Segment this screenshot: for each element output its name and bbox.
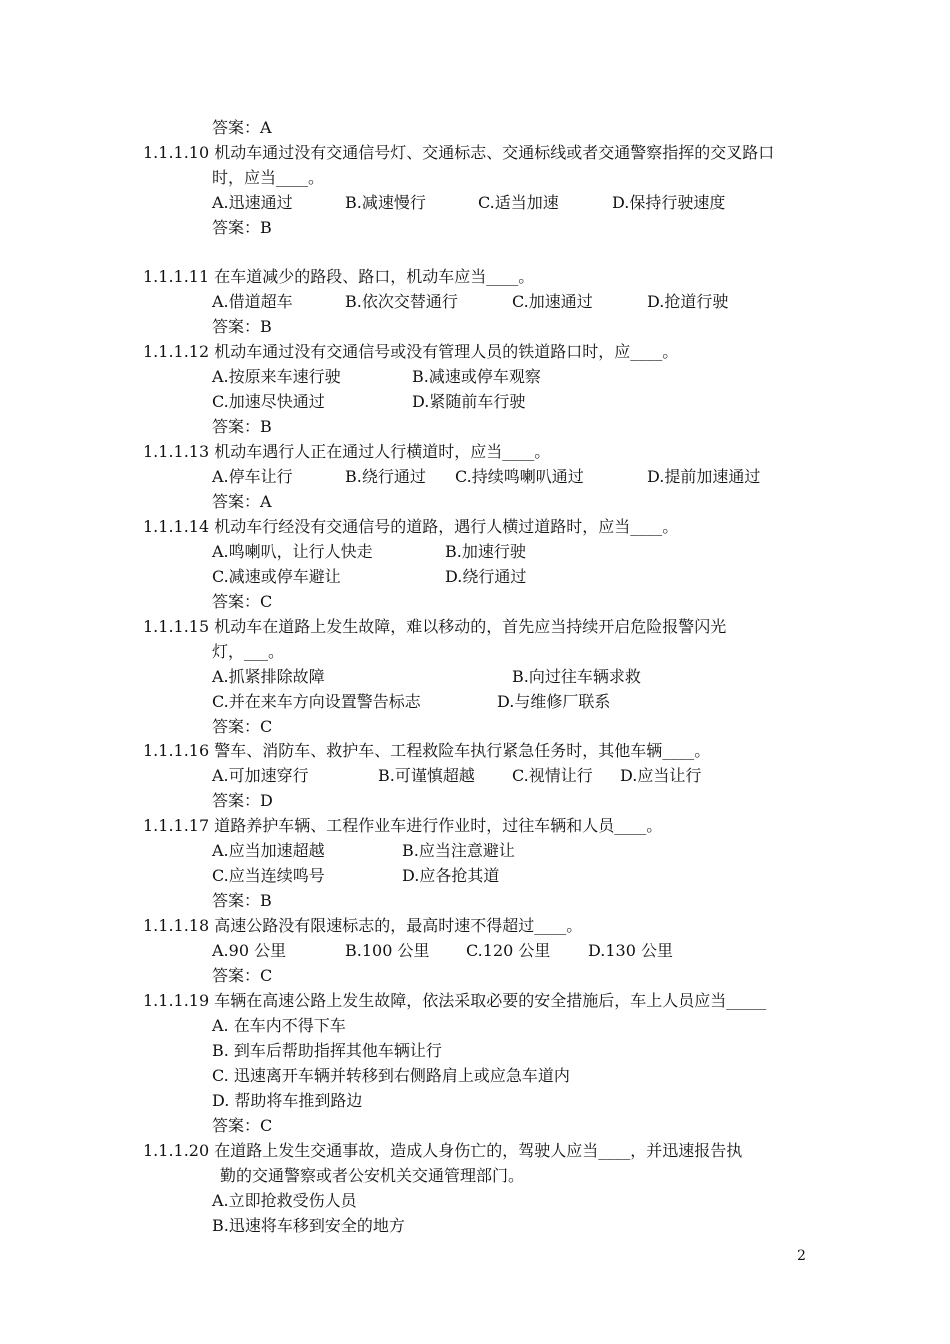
option-b: B.可谨慎超越 — [378, 766, 475, 785]
question-text: 1.1.1.17 道路养护车辆、工程作业车进行作业时，过往车辆和人员____。 — [143, 816, 663, 835]
option-a: A.按原来车速行驶 — [212, 367, 341, 386]
question-text: 1.1.1.14 机动车行经没有交通信号的道路，遇行人横过道路时，应当____。 — [143, 517, 679, 536]
option-a: A.立即抢救受伤人员 — [212, 1191, 357, 1210]
option-c: C.加速尽快通过 — [212, 392, 325, 411]
question-text: 1.1.1.18 高速公路没有限速标志的，最高时速不得超过____。 — [143, 916, 583, 935]
question-text: 1.1.1.10 机动车通过没有交通信号灯、交通标志、交通标线或者交通警察指挥的交叉路口 — [143, 143, 775, 162]
option-a: A.借道超车 — [212, 292, 293, 311]
option-b: B.应当注意避让 — [402, 841, 515, 860]
options-row — [0, 391, 950, 413]
option-c: C.并在来车方向设置警告标志 — [212, 692, 421, 711]
option-c: C.应当连续鸣号 — [212, 866, 325, 885]
answer-line: 答案：C — [212, 966, 273, 985]
option-d: D.与维修厂联系 — [497, 692, 611, 711]
question-text-cont: 灯，___。 — [212, 642, 285, 661]
option-c: C.视情让行 — [512, 766, 593, 785]
answer-line: 答案：A — [212, 492, 272, 511]
question-text-cont: 时，应当____。 — [212, 168, 325, 187]
option-c: C.减速或停车避让 — [212, 567, 341, 586]
option-a: A.鸣喇叭，让行人快走 — [212, 542, 373, 561]
question-text: 1.1.1.19 车辆在高速公路上发生故障，依法采取必要的安全措施后，车上人员应当_____ — [143, 991, 767, 1010]
option-b: B. 到车后帮助指挥其他车辆让行 — [212, 1041, 442, 1060]
question-text: 1.1.1.20 在道路上发生交通事故，造成人身伤亡的，驾驶人应当____，并迅速报告执 — [143, 1141, 743, 1160]
option-d: D.绕行通过 — [445, 567, 527, 586]
option-d: D. 帮助将车推到路边 — [212, 1091, 363, 1110]
answer-line: 答案：C — [212, 1116, 273, 1135]
page-number: 2 — [797, 1248, 806, 1264]
option-d: D.应各抢其道 — [402, 866, 500, 885]
options-row — [0, 541, 950, 563]
option-b: B.依次交替通行 — [345, 292, 458, 311]
option-d: D.130 公里 — [588, 941, 673, 960]
options-row — [0, 940, 950, 962]
option-b: B.绕行通过 — [345, 467, 426, 486]
option-a: A. 在车内不得下车 — [212, 1016, 346, 1035]
answer-line: 答案：C — [212, 717, 273, 736]
answer-line: 答案：B — [212, 218, 272, 237]
option-b: B.100 公里 — [345, 941, 430, 960]
question-text: 1.1.1.15 机动车在道路上发生故障，难以移动的，首先应当持续开启危险报警闪光 — [143, 617, 727, 636]
option-b: B.加速行驶 — [445, 542, 526, 561]
answer-line: 答案：D — [212, 791, 273, 810]
question-text: 1.1.1.13 机动车遇行人正在通过人行横道时，应当____。 — [143, 442, 551, 461]
option-a: A.可加速穿行 — [212, 766, 309, 785]
options-row — [0, 466, 950, 488]
question-text: 1.1.1.12 机动车通过没有交通信号或没有管理人员的铁道路口时，应____。 — [143, 342, 679, 361]
question-text-cont: 勤的交通警察或者公安机关交通管理部门。 — [220, 1166, 525, 1185]
options-row — [0, 566, 950, 588]
option-d: D.应当让行 — [620, 766, 702, 785]
option-c: C. 迅速离开车辆并转移到右侧路肩上或应急车道内 — [212, 1066, 570, 1085]
answer-line: 答案：B — [212, 891, 272, 910]
option-d: D.保持行驶速度 — [612, 193, 726, 212]
options-row — [0, 691, 950, 713]
option-a: A.迅速通过 — [212, 193, 293, 212]
option-b: B.迅速将车移到安全的地方 — [212, 1216, 405, 1235]
option-a: A.停车让行 — [212, 467, 293, 486]
question-text: 1.1.1.16 警车、消防车、救护车、工程救险车执行紧急任务时，其他车辆____。 — [143, 741, 711, 760]
option-d: D.抢道行驶 — [647, 292, 729, 311]
option-b: B.向过往车辆求救 — [512, 667, 641, 686]
options-row — [0, 192, 950, 214]
option-d: D.提前加速通过 — [647, 467, 761, 486]
options-row — [0, 865, 950, 887]
answer-line: 答案：A — [212, 118, 272, 137]
options-row — [0, 840, 950, 862]
options-row — [0, 366, 950, 388]
option-a: A.90 公里 — [212, 941, 287, 960]
option-c: C.120 公里 — [466, 941, 551, 960]
answer-line: 答案：B — [212, 317, 272, 336]
options-row — [0, 291, 950, 313]
option-c: C.持续鸣喇叭通过 — [455, 467, 584, 486]
option-a: A.应当加速超越 — [212, 841, 325, 860]
option-a: A.抓紧排除故障 — [212, 667, 325, 686]
question-text: 1.1.1.11 在车道减少的路段、路口，机动车应当____。 — [143, 267, 535, 286]
options-row — [0, 666, 950, 688]
answer-line: 答案：B — [212, 417, 272, 436]
option-c: C.适当加速 — [478, 193, 559, 212]
option-b: B.减速慢行 — [345, 193, 426, 212]
options-row — [0, 765, 950, 787]
option-d: D.紧随前车行驶 — [412, 392, 526, 411]
option-b: B.减速或停车观察 — [412, 367, 541, 386]
answer-line: 答案：C — [212, 592, 273, 611]
option-c: C.加速通过 — [512, 292, 593, 311]
